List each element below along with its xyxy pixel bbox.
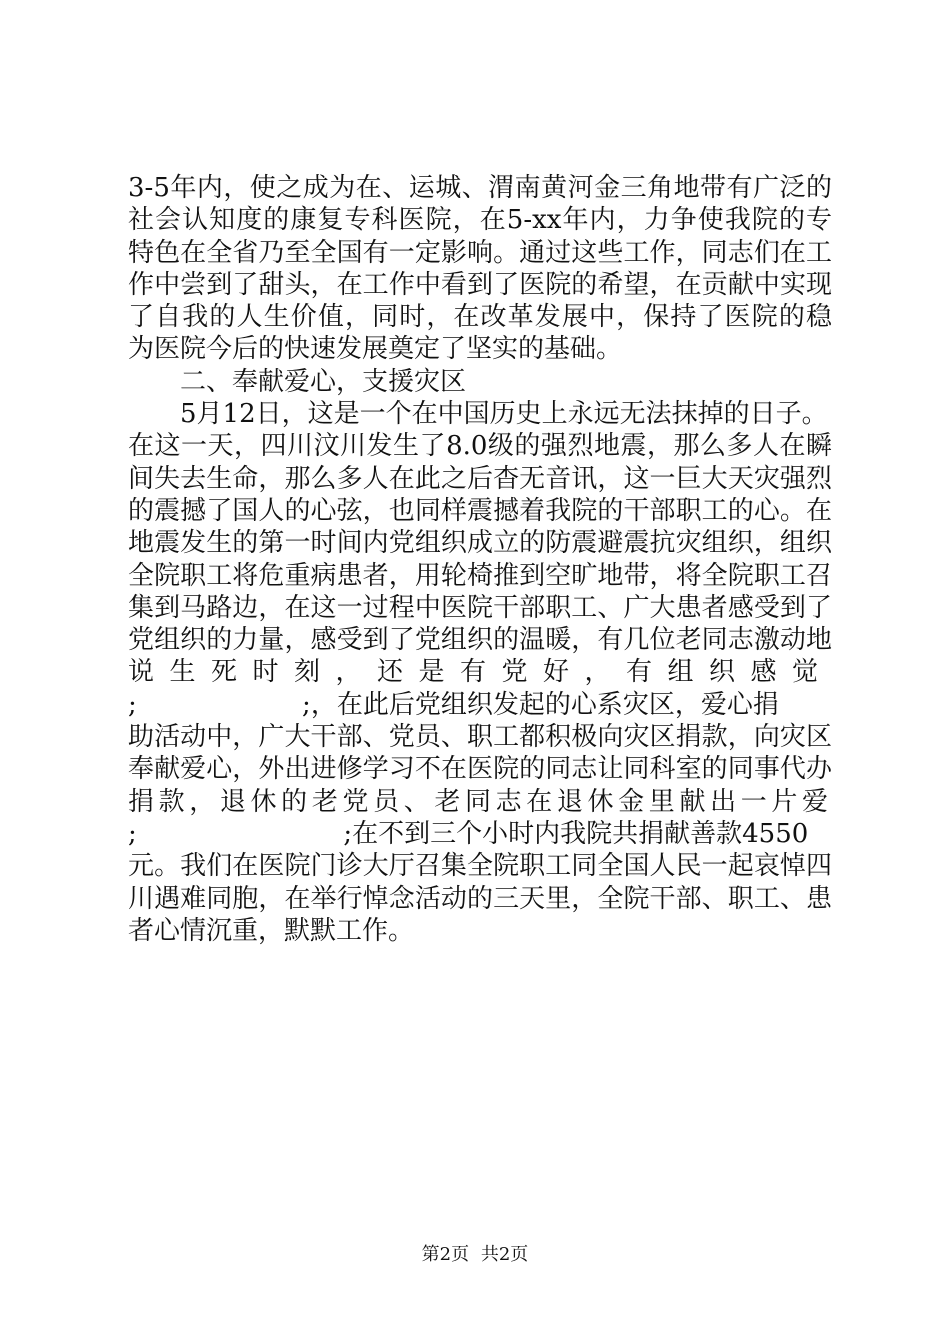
text-line: 特色在全省乃至全国有一定影响。通过这些工作，同志们在工 [128, 237, 832, 268]
text-line: 者心情沉重，默默工作。 [128, 915, 415, 946]
page-number: 第2页 [421, 1244, 470, 1265]
page-footer [0, 1244, 950, 1266]
text-line: 5月12日，这是一个在中国历史上永远无法抹掉的日子。 [180, 399, 828, 430]
text-line: 地震发生的第一时间内党组织成立的防震避震抗灾组织，组织 [128, 528, 832, 559]
section-heading: 二、奉献爱心，支援灾区 [180, 366, 467, 397]
text-line: 川遇难同胞，在举行悼念活动的三天里，全院干部、职工、患 [128, 883, 832, 914]
text-line: 助活动中，广大干部、党员、职工都积极向灾区捐款，向灾区 [128, 722, 832, 753]
page-total: 共2页 [480, 1244, 529, 1265]
text-line: 间失去生命，那么多人在此之后杳无音讯，这一巨大天灾强烈 [128, 463, 832, 494]
text-line: 在这一天，四川汶川发生了8.0级的强烈地震，那么多人在瞬 [128, 431, 832, 462]
text-line: 捐款，退休的老党员、老同志在退休金里献出一片爱 [128, 786, 832, 817]
text-line: 奉献爱心，外出进修学习不在医院的同志让同科室的同事代办 [128, 754, 832, 785]
text-line: 党组织的力量，感受到了党组织的温暖，有几位老同志激动地 [128, 625, 832, 656]
document-body [128, 172, 832, 947]
text-line: 的震撼了国人的心弦，也同样震撼着我院的干部职工的心。在 [128, 495, 832, 526]
text-line: 为医院今后的快速发展奠定了坚实的基础。 [128, 334, 623, 365]
text-line: 集到马路边，在这一过程中医院干部职工、广大患者感受到了 [128, 592, 832, 623]
text-line: ; ;，在此后党组织发起的心系灾区，爱心捐 [128, 689, 779, 720]
text-line: 说生死时刻，还是有党好，有组织感觉 [128, 657, 832, 688]
text-line: 全院职工将危重病患者，用轮椅推到空旷地带，将全院职工召 [128, 560, 832, 591]
text-line: 社会认知度的康复专科医院，在5-xx年内，力争使我院的专 [128, 205, 832, 236]
text-line: 作中尝到了甜头，在工作中看到了医院的希望，在贡献中实现 [128, 269, 832, 300]
text-line: 3-5年内，使之成为在、运城、渭南黄河金三角地带有广泛的 [128, 173, 832, 203]
text-line: 元。我们在医院门诊大厅召集全院职工同全国人民一起哀悼四 [128, 851, 832, 882]
text-line: 了自我的人生价值，同时，在改革发展中，保持了医院的稳 [128, 302, 832, 333]
text-line: ; ;在不到三个小时内我院共捐献善款4550 [128, 818, 809, 849]
